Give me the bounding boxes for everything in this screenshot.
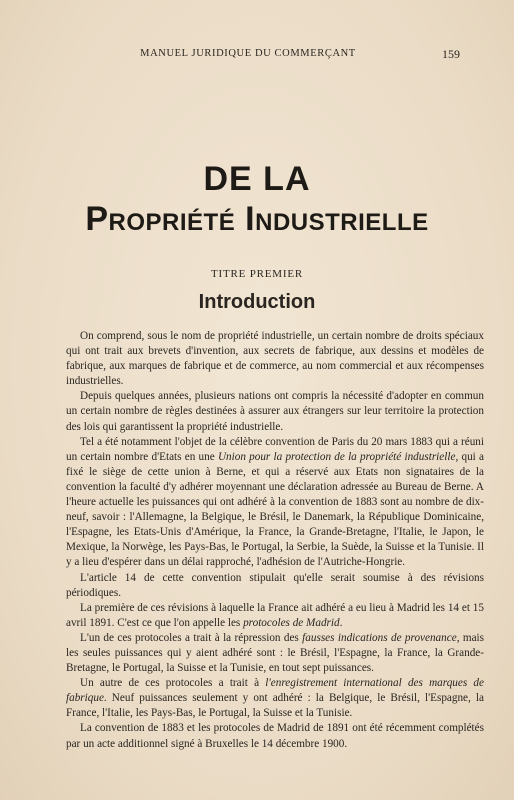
chapter-title-line-2: Propriété Industrielle — [85, 200, 429, 238]
paragraph-text: Tel a été notamment l'objet de la célèbre convention de Paris du 20 mars 1883 qui a réuni un certain nombre d'Etats en une — [66, 435, 484, 463]
paragraph — [66, 435, 484, 571]
italic-term: fausses indications de provenance — [302, 631, 457, 644]
paragraph-text: , qui a fixé le siège de cette union à Berne, et qui a réservé aux Etats non signataires de la convention la faculté d'y adhérer moyennant une déclaration adressée au Bureau de Berne. A l'heure actuelle les puissances qui ont adhéré à la convention de 1883 sont au nombre de dix-neuf, savoir : l'Allemagne, la Belgique, le Brésil, le Danemark, la République Dominicaine, l'Espagne, les Etats-Unis d'Amérique, la France, la Grande-Bretagne, l'Italie, le Japon, le Mexique, la Norwège, les Pays-Bas, le Portugal, la Serbie, la Suède, la Suisse et la Tunisie. Il y a lieu d'espérer dans un délai rapproché, l'adhésion de l'Autriche-Hongrie. — [66, 450, 484, 569]
italic-term: Union pour la protection de la propriété industrielle — [217, 450, 456, 463]
body-text — [66, 329, 484, 752]
paragraph-text: L'un de ces protocoles a trait à la répression des — [80, 631, 303, 644]
chapter-title-line-1: DE LA — [203, 160, 311, 198]
paragraph — [66, 601, 484, 631]
paragraph — [66, 676, 484, 721]
section-label: TITRE PREMIER — [211, 268, 303, 280]
paragraph-text: , mais les seules puissances qui y aient adhéré sont : le Brésil, l'Espagne, la France, la Grande-Bretagne, le Portugal, la Suisse et la Tunisie, en tout sept puissances. — [66, 631, 484, 675]
italic-term: l'enregistrement international des marques de fabrique — [66, 677, 484, 705]
paragraph-text: Un autre de ces protocoles a trait à — [80, 677, 266, 690]
paragraph: Depuis quelques années, plusieurs nations ont compris la nécessité d'adopter en commun un certain nombre de règles destinées à assurer aux étrangers sur leur territoire la protection des lois qui garantissent la propriété industrielle. — [66, 390, 484, 433]
paragraph-text: . — [339, 616, 343, 629]
page-number: 159 — [442, 47, 460, 61]
section-heading: Introduction — [198, 291, 316, 313]
paragraph-text: . Neuf puissances seulement y ont adhéré : la Belgique, le Brésil, l'Espagne, la France, l'Italie, les Pays-Bas, le Portugal, la Suisse et la Tunisie. — [66, 692, 484, 720]
paragraph: La convention de 1883 et les protocoles de Madrid de 1891 ont été récemment complétés par un acte additionnel signé à Bruxelles le 14 décembre 1900. — [66, 722, 484, 750]
paragraph — [66, 631, 484, 676]
italic-term: protocoles de Madrid — [243, 616, 340, 629]
paragraph-text: La première de ces révisions à laquelle la France ait adhéré a eu lieu à Madrid les 14 et 15 avril 1891. C'est ce que l'on appelle les — [66, 601, 484, 629]
paragraph: L'article 14 de cette convention stipulait qu'elle serait soumise à des révisions périodiques. — [66, 571, 484, 599]
paragraph: On comprend, sous le nom de propriété industrielle, un certain nombre de droits spéciaux qui ont trait aux brevets d'invention, aux secrets de fabrique, aux dessins et modèles de fabrique, aux marques de fabrique et de commerce, au nom commercial et aux récompenses industrielles. — [66, 330, 484, 388]
running-header: MANUEL JURIDIQUE DU COMMERÇANT — [140, 48, 356, 59]
